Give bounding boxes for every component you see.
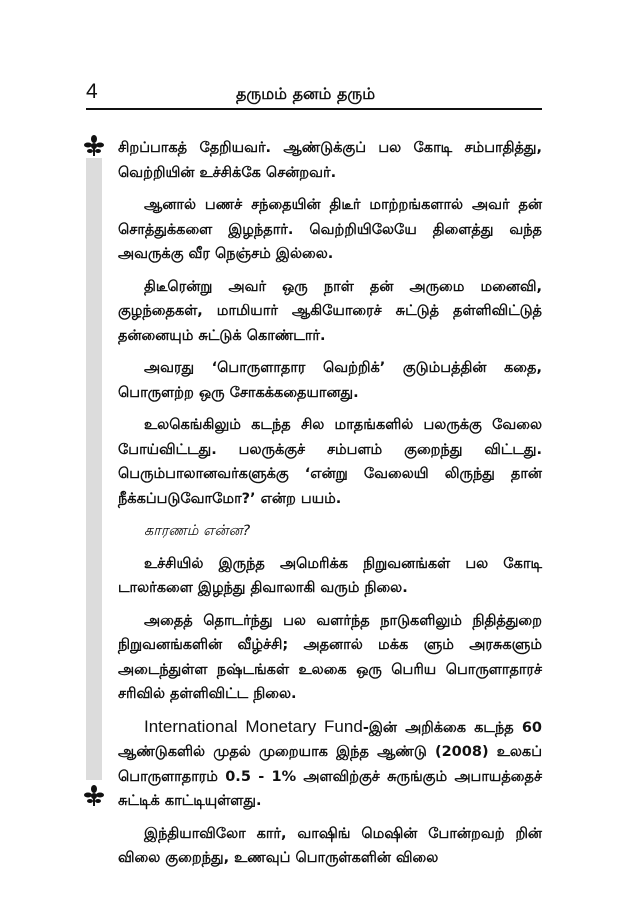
paragraph: அதைத் தொடர்ந்து பல வளர்ந்த நாடுகளிலும் நிதித்துறை நிறுவனங்களின் வீழ்ச்சி; அதனால் மக்க ளும் அரசுகளும் அடைந்துள்ள நஷ்டங்கள் உலகை ஒரு பெரிய பொருளாதாரச் சரிவில் தள்ளிவிட்ட நிலை. [118, 612, 542, 702]
paragraph: உச்சியில் இருந்த அமெரிக்க நிறுவனங்கள் பல கோடி டாலர்களை இழந்து திவாலாகி வரும் நிலை. [118, 555, 542, 596]
body-text [118, 136, 542, 879]
floral-ornament-icon [82, 784, 106, 808]
margin-bar [86, 158, 102, 780]
imf-paragraph-text: -இன் அறிக்கை கடந்த 60 ஆண்டுகளில் முதல் முறையாக இந்த ஆண்டு (2008) உலகப் பொருளாதாரம் 0.5 - 1% அளவிற்குச் சுருங்கும் அபாயத்தைச் சுட்டிக் காட்டியுள்ளது. [118, 719, 543, 809]
paragraph: உலகெங்கிலும் கடந்த சில மாதங்களில் பலருக்கு வேலை போய்விட்டது. பலருக்குச் சம்பளம் குறைந்து விட்டது. பெரும்பாலானவர்களுக்கு ‘என்று வேலையி லிருந்து தான் நீக்கப்படுவோமோ?’ என்ற பயம். [118, 417, 542, 507]
running-title: தருமம் தனம் தரும் [236, 84, 376, 103]
paragraph [118, 715, 542, 814]
paragraph: ஆனால் பணச் சந்தையின் திடீர் மாற்றங்களால் அவர் தன் சொத்துக்களை இழந்தார். வெற்றியிலேயே திளைத்து வந்த அவருக்கு வீர நெஞ்சம் இல்லை. [118, 197, 542, 262]
header-rule [86, 108, 542, 110]
question-line: காரணம் என்ன? [144, 523, 251, 539]
paragraph: சிறப்பாகத் தேறியவர். ஆண்டுக்குப் பல கோடி சம்பாதித்து, வெற்றியின் உச்சிக்கே சென்றவர். [118, 140, 542, 181]
page-number: 4 [86, 80, 98, 103]
paragraph: திடீரென்று அவர் ஒரு நாள் தன் அருமை மனைவி, குழந்தைகள், மாமியார் ஆகியோரைச் சுட்டுத் தள்ளிவிட்டுத் தன்னையும் சுட்டுக் கொண்டார். [118, 278, 542, 344]
floral-ornament-icon [82, 134, 106, 158]
paragraph: அவரது ‘பொருளாதார வெற்றிக்’ குடும்பத்தின் கதை, பொருளற்ற ஒரு சோகக்கதையானது. [118, 360, 542, 401]
imf-name: International Monetary Fund [144, 716, 363, 736]
paragraph: இந்தியாவிலோ கார், வாஷிங் மெஷின் போன்றவற் றின் விலை குறைந்து, உணவுப் பொருள்களின் விலை [118, 825, 542, 866]
